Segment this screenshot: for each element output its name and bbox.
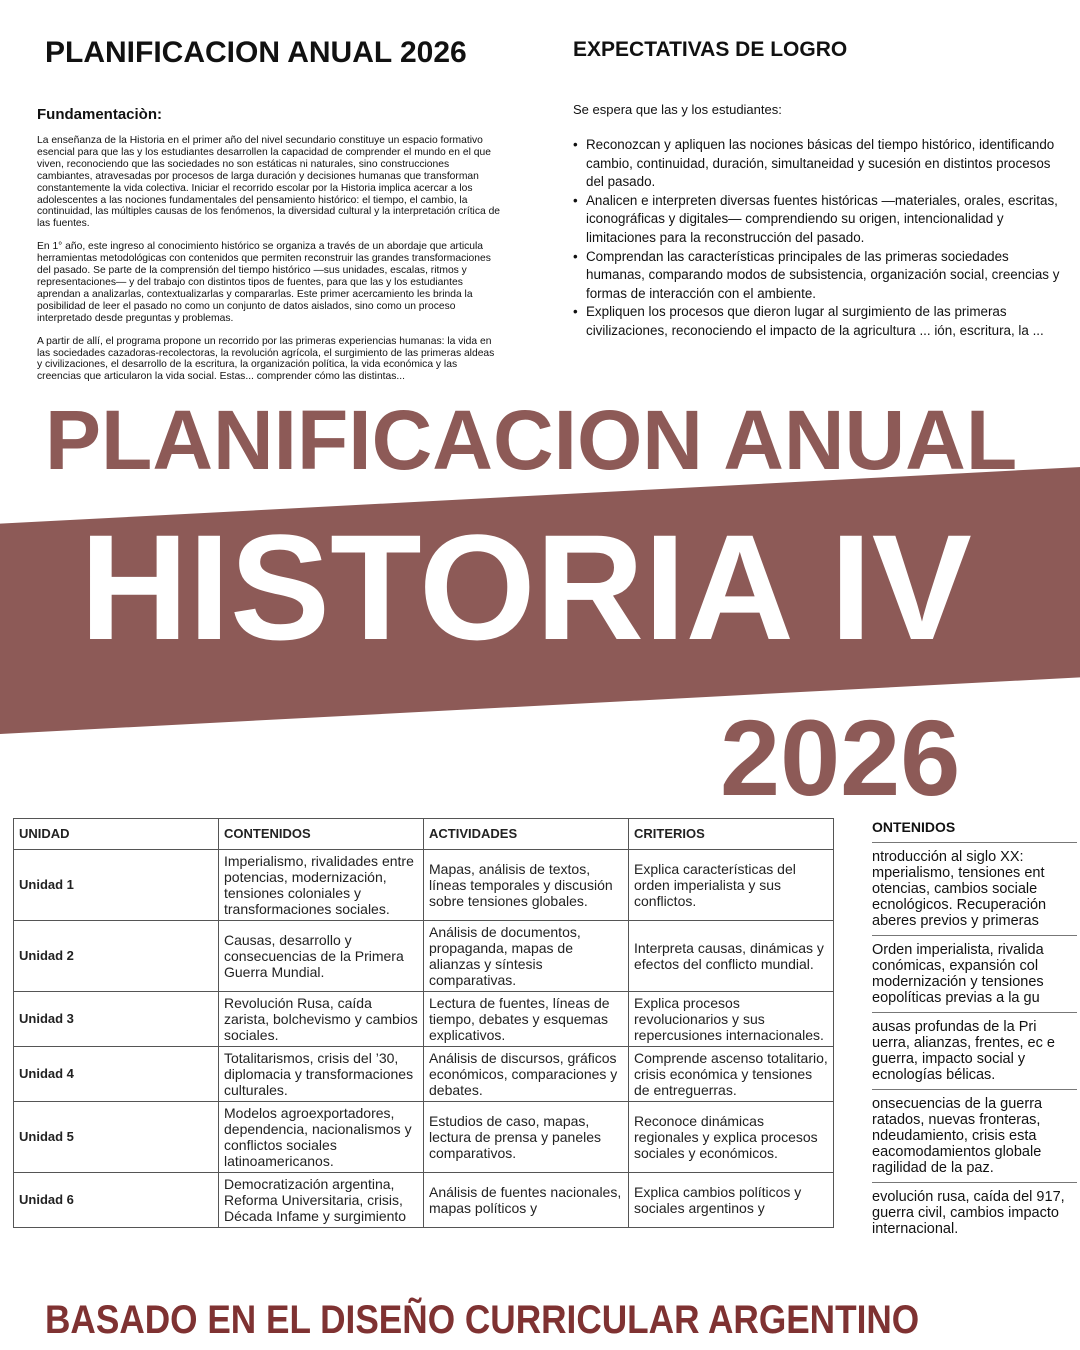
list-item: • Reconozcan y apliquen las nociones básicas del tiempo histórico, identificando cambio, continuidad, duración, simultaneidad y sucesión en distintos procesos del pasado. (573, 136, 1068, 192)
criterios-cell: Comprende ascenso totalitario, crisis económica y tensiones de entreguerras. (629, 1047, 834, 1102)
unit-cell: Unidad 1 (14, 850, 219, 921)
right-column-cell: evolución rusa, caída del 917, guerra civil, cambios impacto internacional. (872, 1182, 1077, 1243)
unit-cell: Unidad 2 (14, 921, 219, 992)
criterios-cell: Explica procesos revolucionarios y sus repercusiones internacionales. (629, 992, 834, 1047)
table-row (14, 921, 834, 992)
actividades-cell: Análisis de discursos, gráficos económicos, comparaciones y debates. (424, 1047, 629, 1102)
banner-year: 2026 (720, 697, 961, 818)
right-contenidos-column (872, 818, 1077, 1243)
fundamentacion-body (37, 135, 502, 394)
contenidos-cell: Causas, desarrollo y consecuencias de la Primera Guerra Mundial. (219, 921, 424, 992)
actividades-cell: Lectura de fuentes, líneas de tiempo, debates y esquemas explicativos. (424, 992, 629, 1047)
contenidos-cell: Democratización argentina, Reforma Universitaria, crisis, Década Infame y surgimiento (219, 1173, 424, 1228)
header-contenidos: CONTENIDOS (219, 819, 424, 850)
right-column-cell: onsecuencias de la guerra ratados, nuevas fronteras, ndeudamiento, crisis esta eacomodamientos globale ragilidad de la paz. (872, 1089, 1077, 1182)
actividades-cell: Estudios de caso, mapas, lectura de prensa y paneles comparativos. (424, 1102, 629, 1173)
header-unidad: UNIDAD (14, 819, 219, 850)
right-column-cell: Orden imperialista, rivalida conómicas, expansión col modernización y tensiones eopolíticas previas a la gu (872, 935, 1077, 1012)
right-column-cell: ausas profundas de la Pri uerra, alianzas, frentes, ec e guerra, impacto social y ecnologías bélicas. (872, 1012, 1077, 1089)
list-item: • Comprendan las características principales de las primeras sociedades humanas, comparando modos de subsistencia, organización social, creencias y formas de interacción con el ambiente. (573, 248, 1068, 304)
criterios-cell: Reconoce dinámicas regionales y explica procesos sociales y económicos. (629, 1102, 834, 1173)
actividades-cell: Mapas, análisis de textos, líneas temporales y discusión sobre tensiones globales. (424, 850, 629, 921)
fundamentacion-paragraph: A partir de allí, el programa propone un recorrido por las primeras experiencias humanas: la vida en las sociedades cazadoras-recolectoras, la revolución agrícola, el surgimiento de las primeras aldeas y civilizaciones, el desarrollo de la escritura, la organización política, la vida económica y las creencias que articularon la vida social. Estas... comprender cómo las distintas... (37, 335, 495, 383)
right-column-heading: ONTENIDOS (872, 819, 956, 835)
table-header-row (14, 819, 834, 850)
list-item: • Expliquen los procesos que dieron lugar al surgimiento de las primeras civilizaciones, reconociendo el impacto de la agricultura ... ión, escritura, la ... (573, 303, 1068, 340)
list-item: • Analicen e interpreten diversas fuentes históricas —materiales, orales, escritas, iconográficas y digitales— comprendiendo su origen, intencionalidad y limitaciones para la reconstrucción del pasado. (573, 192, 1068, 248)
footer-tagline: BASADO EN EL DISEÑO CURRICULAR ARGENTINO (45, 1298, 920, 1342)
criterios-cell: Interpreta causas, dinámicas y efectos del conflicto mundial. (629, 921, 834, 992)
header-criterios: CRITERIOS (629, 819, 834, 850)
criterios-cell: Explica cambios políticos y sociales argentinos y (629, 1173, 834, 1228)
planning-table (13, 818, 834, 1228)
unit-cell: Unidad 5 (14, 1102, 219, 1173)
unit-cell: Unidad 6 (14, 1173, 219, 1228)
document-title: PLANIFICACION ANUAL 2026 (45, 36, 467, 69)
fundamentacion-paragraph: En 1° año, este ingreso al conocimiento histórico se organiza a través de un abordaje que articula herramientas metodológicas con contenidos que permiten reconstruir las grandes transformaciones del pasado. Se parte de la comprensión del tiempo histórico —sus unidades, escalas, ritmos y representaciones— y del trabajo con distintos tipos de fuentes, para que las y los estudiantes aprendan a analizarlas, contextualizarlas y compararlas. Este primer acercamiento les brinda la posibilidad de leer el pasado no como un conjunto de datos aislados, sino como un proceso interpretado desde preguntas y problemas. (37, 241, 491, 324)
table-row (14, 850, 834, 921)
table-row (14, 1173, 834, 1228)
unit-cell: Unidad 3 (14, 992, 219, 1047)
contenidos-cell: Imperialismo, rivalidades entre potencias, modernización, tensiones coloniales y transformaciones sociales. (219, 850, 424, 921)
table-row (14, 1102, 834, 1173)
table-row (14, 992, 834, 1047)
unit-cell: Unidad 4 (14, 1047, 219, 1102)
contenidos-cell: Modelos agroexportadores, dependencia, nacionalismos y conflictos sociales latinoamericanos. (219, 1102, 424, 1173)
contenidos-cell: Revolución Rusa, caída zarista, bolchevismo y cambios sociales. (219, 992, 424, 1047)
header-actividades: ACTIVIDADES (424, 819, 629, 850)
banner-subject: HISTORIA IV (80, 503, 972, 671)
expectativas-title: EXPECTATIVAS DE LOGRO (573, 38, 848, 61)
expectativas-list (573, 136, 1068, 341)
contenidos-cell: Totalitarismos, crisis del ’30, diplomacia y transformaciones culturales. (219, 1047, 424, 1102)
fundamentacion-paragraph: La enseñanza de la Historia en el primer año del nivel secundario constituye un espacio formativo esencial para que las y los estudiantes desarrollen la capacidad de comprender el mundo en el que viven, reconociendo que las sociedades no son estáticas ni naturales, sino construcciones cambiantes, atravesadas por procesos de larga duración y decisiones humanas que transforman constantemente la vida colectiva. Iniciar el recorrido escolar por la Historia implica acercar a los adolescentes a las nociones fundamentales del pensamiento histórico: el tiempo, el cambio, la continuidad, las múltiples causas de los fenómenos, la diversidad cultural y la interpretación crítica de las fuentes. (37, 135, 501, 230)
fundamentacion-heading: Fundamentaciòn: (37, 106, 163, 123)
table-row (14, 1047, 834, 1102)
expectativas-intro: Se espera que las y los estudiantes: (573, 102, 782, 117)
criterios-cell: Explica características del orden imperialista y sus conflictos. (629, 850, 834, 921)
actividades-cell: Análisis de fuentes nacionales, mapas políticos y (424, 1173, 629, 1228)
actividades-cell: Análisis de documentos, propaganda, mapas de alianzas y síntesis comparativas. (424, 921, 629, 992)
banner-title: PLANIFICACION ANUAL (45, 393, 1018, 487)
right-column-cell: ntroducción al siglo XX: mperialismo, tensiones ent otencias, cambios sociale ecnológicos. Recuperación aberes previos y primeras (872, 842, 1077, 935)
